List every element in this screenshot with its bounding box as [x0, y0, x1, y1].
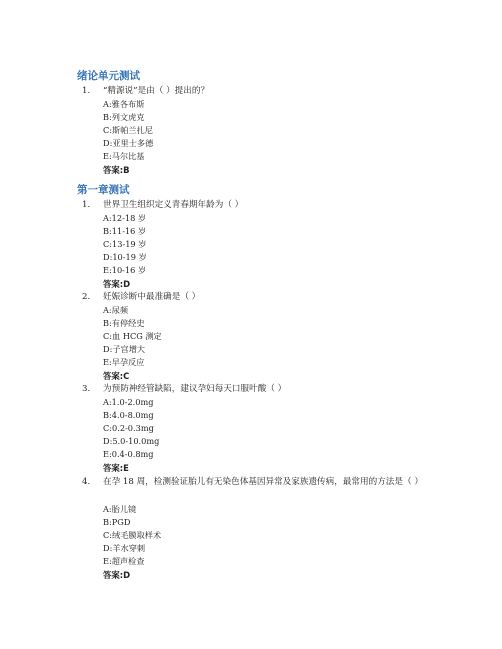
option-a: A:尿频	[103, 305, 129, 315]
question-text: 为预防神经管缺陷，建议孕妇每天口服叶酸（ ）	[103, 384, 287, 394]
option-c: C:0.2-0.3mg	[103, 423, 154, 433]
option-d: D:5.0-10.0mg	[103, 436, 160, 446]
option-d: D:子宫增大	[103, 344, 146, 354]
option-c: C:血 HCG 测定	[103, 331, 162, 341]
option-a: A:胎儿镜	[103, 504, 137, 514]
option-e: E:超声检查	[103, 556, 145, 566]
section-title: 绪论单元测试	[77, 70, 140, 82]
question-text: “精源说”是由（ ）提出的？	[103, 86, 210, 96]
answer-label: 答案:D	[103, 570, 131, 580]
option-a: A:雅各布斯	[103, 99, 145, 109]
option-e: E:0.4-0.8mg	[103, 449, 154, 459]
answer-label: 答案:C	[103, 371, 130, 381]
option-e: E:早孕反应	[103, 357, 145, 367]
question-text: 世界卫生组织定义青春期年龄为（ ）	[103, 200, 244, 210]
question-text: 在孕 18 周，检测验证胎儿有无染色体基因异常及家族遗传病，最常用的方法是（ ）	[103, 477, 423, 487]
option-b: B:列文虎克	[103, 112, 145, 122]
option-b: B:有停经史	[103, 318, 145, 328]
answer-label: 答案:B	[103, 165, 130, 175]
option-b: B:PGD	[103, 517, 131, 527]
section-title: 第一章测试	[77, 184, 130, 196]
option-b: B:4.0-8.0mg	[103, 410, 154, 420]
option-c: C:斯帕兰扎尼	[103, 125, 153, 135]
option-a: A:1.0-2.0mg	[103, 397, 154, 407]
option-e: E:马尔比基	[103, 151, 145, 161]
answer-label: 答案:D	[103, 279, 131, 289]
question-number: 3.	[82, 384, 91, 394]
option-c: C:绒毛膜取样术	[103, 530, 162, 540]
answer-label: 答案:E	[103, 463, 129, 473]
question-number: 1.	[82, 200, 91, 210]
option-d: D:10-19 岁	[103, 252, 147, 262]
option-a: A:12-18 岁	[103, 213, 147, 223]
question-number: 1.	[82, 86, 91, 96]
question-number: 2.	[82, 292, 91, 302]
option-c: C:13-19 岁	[103, 239, 147, 249]
option-e: E:10-16 岁	[103, 265, 147, 275]
question-number: 4.	[82, 477, 91, 487]
option-b: B:11-16 岁	[103, 226, 147, 236]
option-d: D:羊水穿刺	[103, 543, 146, 553]
option-d: D:亚里士多德	[103, 138, 154, 148]
question-text: 妊娠诊断中最准确是（ ）	[103, 292, 201, 302]
